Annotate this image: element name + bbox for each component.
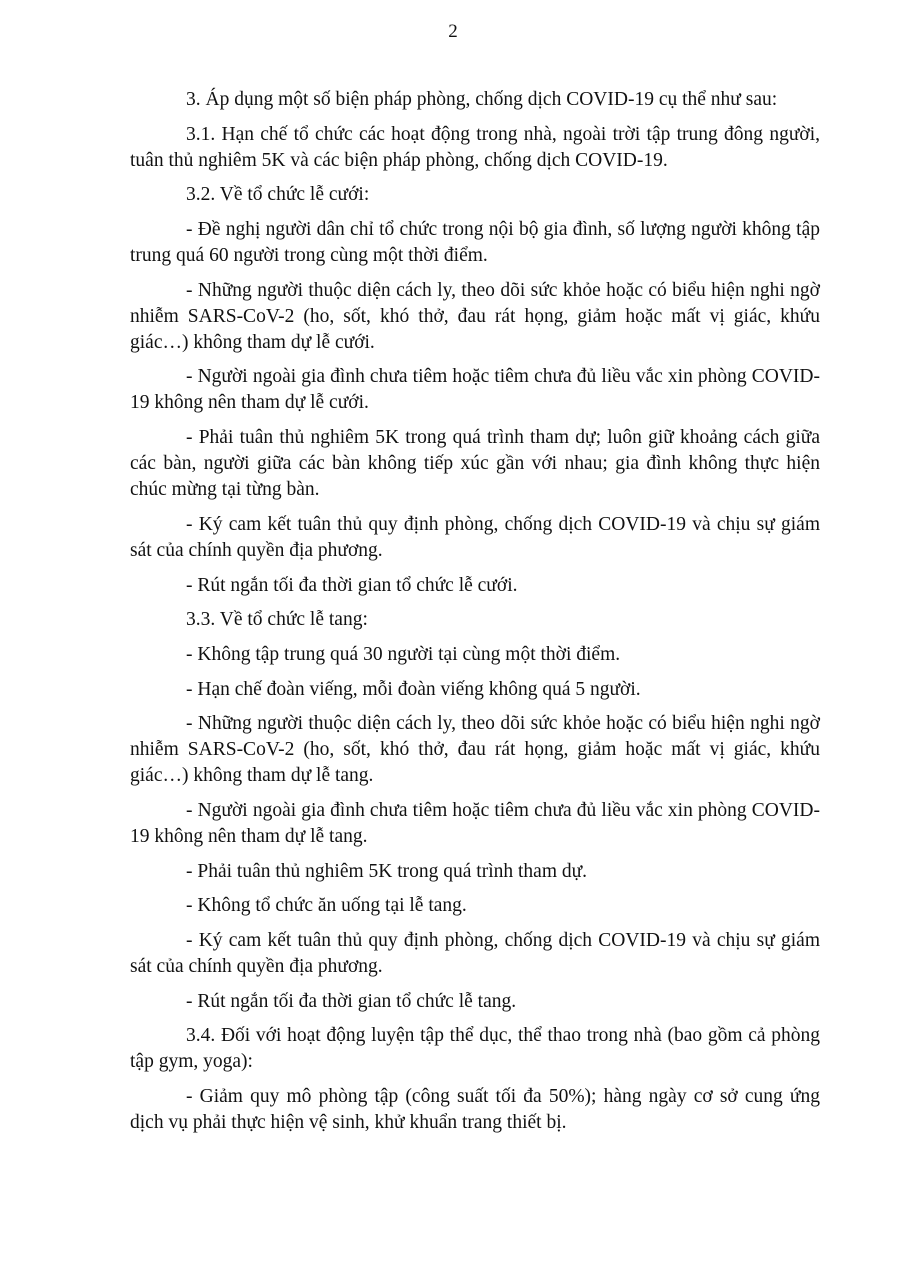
funeral-item: - Không tập trung quá 30 người tại cùng một thời điểm. bbox=[186, 643, 621, 665]
wedding-item: - Những người thuộc diện cách ly, theo dõi sức khỏe hoặc có biểu hiện nghi ngờ nhiễm SARS-CoV-2 (ho, sốt, khó thở, đau rát họng, giảm hoặc mất vị giác, khứu giác…) không tham dự lễ cưới. bbox=[130, 279, 820, 353]
section-3-heading: 3. Áp dụng một số biện pháp phòng, chống dịch COVID-19 cụ thể như sau: bbox=[186, 89, 778, 110]
wedding-item: - Đề nghị người dân chỉ tổ chức trong nội bộ gia đình, số lượng người không tập trung quá 60 người trong cùng một thời điểm. bbox=[130, 219, 820, 267]
wedding-item: - Rút ngắn tối đa thời gian tổ chức lễ cưới. bbox=[186, 574, 518, 596]
wedding-item: - Phải tuân thủ nghiêm 5K trong quá trình tham dự; luôn giữ khoảng cách giữa các bàn, người giữa các bàn không tiếp xúc gần với nhau; gia đình không thực hiện chúc mừng tại từng bàn. bbox=[130, 427, 820, 501]
wedding-item: - Ký cam kết tuân thủ quy định phòng, chống dịch COVID-19 và chịu sự giám sát của chính quyền địa phương. bbox=[130, 513, 820, 561]
page-number: 2 bbox=[448, 21, 458, 42]
section-3-4-heading: 3.4. Đối với hoạt động luyện tập thể dục, thể thao trong nhà (bao gồm cả phòng tập gym, yoga): bbox=[130, 1025, 820, 1073]
section-3-1: 3.1. Hạn chế tổ chức các hoạt động trong nhà, ngoài trời tập trung đông người, tuân thủ nghiêm 5K và các biện pháp phòng, chống dịch COVID-19. bbox=[130, 123, 820, 171]
wedding-item: - Người ngoài gia đình chưa tiêm hoặc tiêm chưa đủ liều vắc xin phòng COVID-19 không nên tham dự lễ cưới. bbox=[130, 366, 820, 414]
section-3-3-heading: 3.3. Về tổ chức lễ tang: bbox=[186, 609, 368, 631]
funeral-item: - Ký cam kết tuân thủ quy định phòng, chống dịch COVID-19 và chịu sự giám sát của chính quyền địa phương. bbox=[130, 930, 820, 977]
funeral-item: - Người ngoài gia đình chưa tiêm hoặc tiêm chưa đủ liều vắc xin phòng COVID-19 không nên tham dự lễ tang. bbox=[130, 799, 820, 847]
funeral-item: - Những người thuộc diện cách ly, theo dõi sức khỏe hoặc có biểu hiện nghi ngờ nhiễm SARS-CoV-2 (ho, sốt, khó thở, đau rát họng, giảm hoặc mất vị giác, khứu giác…) không tham dự lễ tang. bbox=[130, 713, 820, 787]
funeral-item: - Rút ngắn tối đa thời gian tổ chức lễ tang. bbox=[186, 990, 517, 1012]
funeral-item: - Không tổ chức ăn uống tại lễ tang. bbox=[186, 895, 467, 917]
document-body bbox=[130, 87, 820, 1145]
funeral-item: - Phải tuân thủ nghiêm 5K trong quá trình tham dự. bbox=[186, 860, 588, 882]
funeral-item: - Hạn chế đoàn viếng, mỗi đoàn viếng không quá 5 người. bbox=[186, 678, 641, 700]
gym-item: - Giảm quy mô phòng tập (công suất tối đa 50%); hàng ngày cơ sở cung ứng dịch vụ phải thực hiện vệ sinh, khử khuẩn trang thiết bị. bbox=[130, 1086, 820, 1134]
section-3-2-heading: 3.2. Về tổ chức lễ cưới: bbox=[186, 184, 370, 206]
